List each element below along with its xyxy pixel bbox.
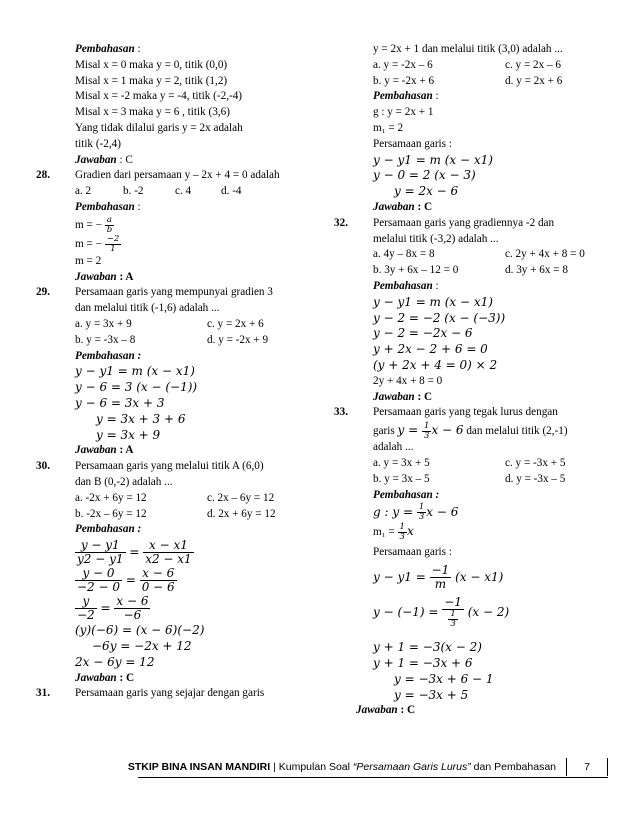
pembahasan-29-heading: Pembahasan : xyxy=(75,349,142,362)
p31-math-3: 𝑦 = 2𝑥 − 6 xyxy=(394,184,459,199)
p33-persamaan: Persamaan garis : xyxy=(373,546,452,559)
q32-text-2: melalui titik (-3,2) adalah ... xyxy=(373,232,499,245)
p29-line-5: 𝑦 = 3𝑥 + 9 xyxy=(96,427,161,442)
q29-text-2: dan melalui titik (-1,6) adalah ... xyxy=(75,302,220,315)
q33-options-bd: b. y = 3x – 5 d. y = -3x – 5 xyxy=(373,472,566,485)
p33-e2: 𝑦 − (−1) = $\frac{-1}{\frac{1}{3}}$ (𝑥 − 2) xyxy=(373,595,510,630)
q30-text-2: dan B (0,-2) adalah ... xyxy=(75,475,173,488)
question-33: 33. Persamaan garis yang tegak lurus dengan xyxy=(334,406,558,419)
page-number: 7 xyxy=(566,758,608,776)
jawaban-33: Jawaban : C xyxy=(356,704,416,717)
p28-m2: m = − $\frac{-2}{1}$ xyxy=(75,233,120,254)
q29-options-ac: a. y = 3x + 9 c. y = 2x + 6 xyxy=(75,317,264,330)
p31-math-1: 𝑦 − 𝑦1 = 𝑚 (𝑥 − 𝑥1) xyxy=(373,152,493,167)
pembahasan-30-heading: Pembahasan : xyxy=(75,523,142,536)
q31-text-2: y = 2x + 1 dan melalui titik (3,0) adalah ... xyxy=(373,43,563,55)
p29-line-2: 𝑦 − 6 = 3 (𝑥 − (−1)) xyxy=(75,380,198,395)
pembahasan-32-heading: Pembahasan : xyxy=(373,279,439,292)
p33-e5: 𝑦 = −3𝑥 + 6 − 1 xyxy=(394,671,494,686)
p33-e4: 𝑦 + 1 = −3𝑥 + 6 xyxy=(373,655,473,670)
q32-options-bd: b. 3y + 6x – 12 = 0 d. 3y + 6x = 8 xyxy=(373,264,568,277)
p27-line-3: Misal x = -2 maka y = -4, titik (-2,-4) xyxy=(75,90,243,103)
p28-m3: m = 2 xyxy=(75,254,102,267)
p33-m: m₁ = $\frac{1}{3}$ 𝑥 xyxy=(373,522,414,543)
p32-line-6: 2y + 4x + 8 = 0 xyxy=(373,374,443,387)
question-31: 31. Persamaan garis yang sejajar dengan garis xyxy=(36,687,265,700)
p30-line-4: (𝑦)(−6) = (𝑥 − 6)(−2) xyxy=(75,623,205,638)
pembahasan-27-heading: Pembahasan : xyxy=(75,43,141,55)
jawaban-27: Jawaban : C xyxy=(75,153,133,166)
p32-line-1: 𝑦 − 𝑦1 = 𝑚 (𝑥 − 𝑥1) xyxy=(373,294,493,309)
footer-text: STKIP BINA INSAN MANDIRI | Kumpulan Soal “Persamaan Garis Lurus” dan Pembahasan xyxy=(127,761,556,773)
p30-line-5: −6𝑦 = −2𝑥 + 12 xyxy=(92,638,192,653)
p27-line-6: titik (-2,4) xyxy=(75,137,121,150)
p32-line-4: 𝑦 + 2𝑥 − 2 + 6 = 0 xyxy=(373,342,488,357)
question-30: 30. Persamaan garis yang melalui titik A (6,0) xyxy=(36,460,264,473)
p31-line-3: Persamaan garis : xyxy=(373,137,452,150)
p31-math-2: 𝑦 − 0 = 2 (𝑥 − 3) xyxy=(373,168,476,183)
question-32: 32. Persamaan garis yang gradiennya -2 dan xyxy=(334,216,555,229)
jawaban-32: Jawaban : C xyxy=(373,390,433,403)
right-column xyxy=(334,42,606,719)
q31-options-bd: b. y = -2x + 6 d. y = 2x + 6 xyxy=(373,74,563,87)
pembahasan-31-heading: Pembahasan : xyxy=(373,90,439,103)
q33-text-3: adalah ... xyxy=(373,441,414,454)
p33-g: g : 𝑦 = $\frac{1}{3}$ 𝑥 − 6 xyxy=(373,502,459,523)
p27-line-1: Misal x = 0 maka y = 0, titik (0,0) xyxy=(75,58,228,71)
page-footer xyxy=(127,758,608,776)
p32-line-5: (𝑦 + 2𝑥 + 4 = 0) × 2 xyxy=(373,357,498,372)
p30-frac-1: $\frac{\text{𝑦 − 𝑦1}}{\text{𝑦2 − 𝑦1}}$ = $\frac{\text{𝑥 − 𝑥1}}{\text{𝑥2 − 𝑥1}}$ xyxy=(77,538,192,567)
p33-e3: 𝑦 + 1 = −3(𝑥 − 2) xyxy=(373,640,482,655)
jawaban-28: Jawaban : A xyxy=(75,270,134,283)
jawaban-29: Jawaban : A xyxy=(75,444,134,457)
q28-options: a. 2 b. -2 c. 4 d. -4 xyxy=(75,185,242,198)
p29-line-4: 𝑦 = 3𝑥 + 3 + 6 xyxy=(96,411,186,426)
q33-options-ac: a. y = 3x + 5 c. y = -3x + 5 xyxy=(373,456,566,469)
p33-e6: 𝑦 = −3𝑥 + 5 xyxy=(394,687,469,702)
question-28: 28. Gradien dari persamaan y – 2x + 4 = 0 adalah xyxy=(36,169,280,182)
q30-options-ac: a. -2x + 6y = 12 c. 2x – 6y = 12 xyxy=(75,491,275,504)
p27-line-5: Yang tidak dilalui garis y = 2x adalah xyxy=(75,121,243,134)
q30-options-bd: b. -2x – 6y = 12 d. 2x + 6y = 12 xyxy=(75,507,276,520)
pembahasan-33-heading: Pembahasan : xyxy=(373,488,440,501)
p30-frac-2: $\frac{\text{𝑦 − 0}}{-2 - 0}$ = $\frac{\text{𝑥 − 6}}{0 - 6}$ xyxy=(77,566,175,595)
pembahasan-28-heading: Pembahasan : xyxy=(75,200,141,213)
p32-line-3: 𝑦 − 2 = −2𝑥 − 6 xyxy=(373,326,473,341)
jawaban-31: Jawaban : C xyxy=(373,200,433,213)
question-29: 29. Persamaan garis yang mempunyai gradien 3 xyxy=(36,286,273,299)
q31-options-ac: a. y = -2x – 6 c. y = 2x – 6 xyxy=(373,58,562,71)
p32-line-2: 𝑦 − 2 = −2 (𝑥 − (−3)) xyxy=(373,310,506,325)
left-column xyxy=(36,42,308,702)
p28-m1: m = − $\frac{a}{b}$ xyxy=(75,214,113,235)
p30-line-6: 2𝑥 − 6𝑦 = 12 xyxy=(75,654,155,669)
jawaban-30: Jawaban : C xyxy=(75,671,135,684)
p29-line-3: 𝑦 − 6 = 3𝑥 + 3 xyxy=(75,395,165,410)
p31-line-2: m₁ = 2 xyxy=(373,121,404,134)
q33-text-2: garis 𝑦 = $\frac{1}{3}$ 𝑥 − 6 dan melalui titik (2,-1) xyxy=(373,421,568,442)
q29-options-bd: b. y = -3x – 8 d. y = -2x + 9 xyxy=(75,333,269,346)
p33-e1: 𝑦 − 𝑦1 = $\frac{-1}{\text{𝑚}}$ (𝑥 − 𝑥1) xyxy=(373,563,504,592)
p30-frac-3: $\frac{\text{𝑦}}{-2}$ = $\frac{\text{𝑥 − 6}}{-6}$ xyxy=(77,594,149,623)
footer-rule xyxy=(138,777,608,778)
p27-line-4: Misal x = 3 maka y = 6 , titik (3,6) xyxy=(75,106,230,119)
p29-line-1: 𝑦 − 𝑦1 = 𝑚 (𝑥 − 𝑥1) xyxy=(75,364,195,379)
q32-options-ac: a. 4y – 8x = 8 c. 2y + 4x + 8 = 0 xyxy=(373,248,585,261)
p27-line-2: Misal x = 1 maka y = 2, titik (1,2) xyxy=(75,74,228,87)
p31-line-1: g : y = 2x + 1 xyxy=(373,106,434,119)
